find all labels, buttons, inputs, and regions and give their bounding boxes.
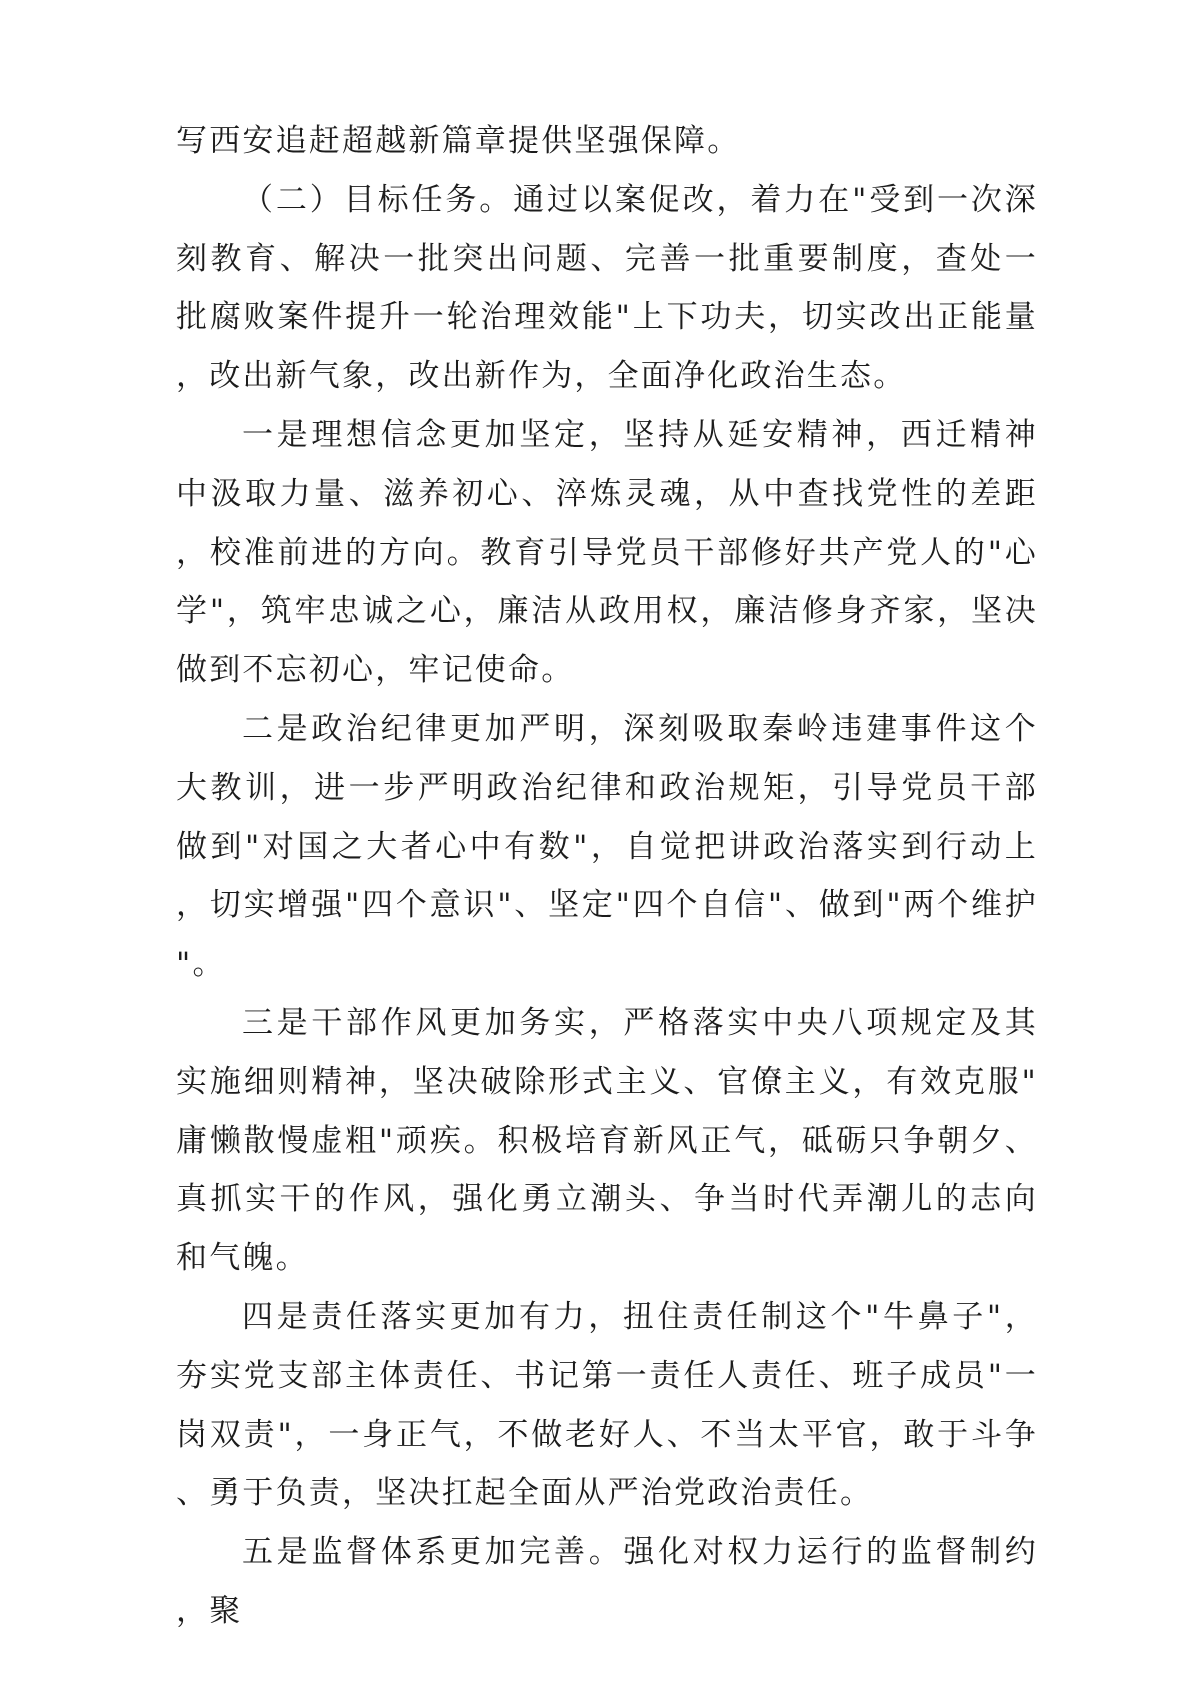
document-body (176, 112, 1038, 1641)
paragraph-point-five: 五是监督体系更加完善。强化对权力运行的监督制约，聚 (176, 1534, 1038, 1629)
paragraph-point-four: 四是责任落实更加有力，扭住责任制这个"牛鼻子"，夯实党支部主体责任、书记第一责任人责任、班子成员"一岗双责"，一身正气，不做老好人、不当太平官，敢于斗争、勇于负责，坚决扛起全面从严治党政治责任。 (176, 1298, 1038, 1512)
paragraph-continuation: 写西安追赶超越新篇章提供坚强保障。 (176, 123, 741, 159)
paragraph-point-two: 二是政治纪律更加严明，深刻吸取秦岭违建事件这个大教训，进一步严明政治纪律和政治规矩，引导党员干部做到"对国之大者心中有数"，自觉把讲政治落实到行动上，切实增强"四个意识"、坚定"四个自信"、做到"两个维护"。 (176, 710, 1038, 983)
paragraph-point-one: 一是理想信念更加坚定，坚持从延安精神，西迁精神中汲取力量、滋养初心、淬炼灵魂，从中查找党性的差距，校准前进的方向。教育引导党员干部修好共产党人的"心学"，筑牢忠诚之心，廉洁从政用权，廉洁修身齐家，坚决做到不忘初心，牢记使命。 (176, 416, 1038, 689)
paragraph-goal-tasks: （二）目标任务。通过以案促改，着力在"受到一次深刻教育、解决一批突出问题、完善一批重要制度，查处一批腐败案件提升一轮治理效能"上下功夫，切实改出正能量，改出新气象，改出新作为，全面净化政治生态。 (176, 181, 1038, 395)
paragraph-point-three: 三是干部作风更加务实，严格落实中央八项规定及其实施细则精神，坚决破除形式主义、官僚主义，有效克服"庸懒散慢虚粗"顽疾。积极培育新风正气，砥砺只争朝夕、真抓实干的作风，强化勇立潮头、争当时代弄潮儿的志向和气魄。 (176, 1004, 1038, 1277)
